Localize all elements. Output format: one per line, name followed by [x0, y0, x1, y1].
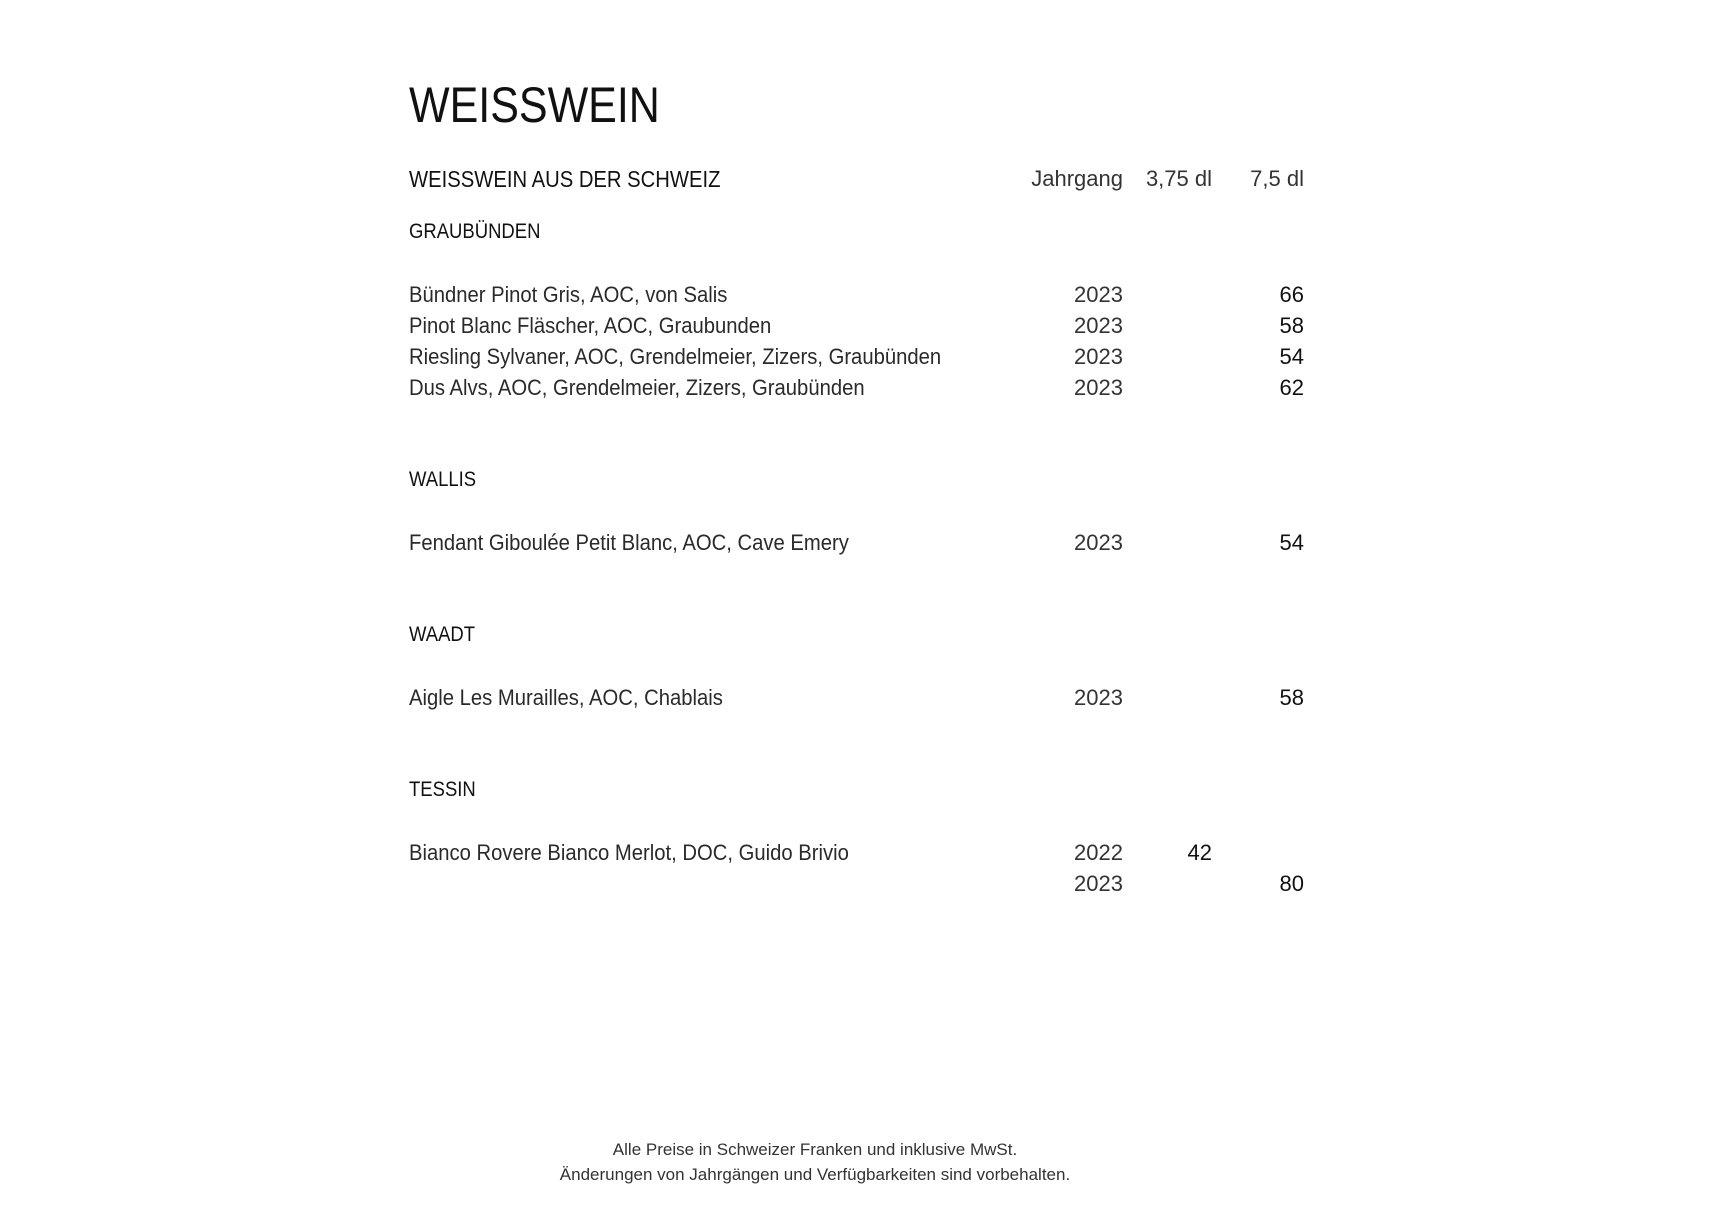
wine-vintage: 2023	[1074, 685, 1123, 710]
price-bottle: 62	[1279, 375, 1304, 400]
price-half-bottle: 42	[1187, 840, 1212, 865]
wine-vintage: 2023	[1074, 530, 1123, 555]
wine-row	[409, 685, 1304, 713]
wine-name: Riesling Sylvaner, AOC, Grendelmeier, Zizers, Graubünden	[409, 344, 942, 369]
section-title: WEISSWEIN AUS DER SCHWEIZ	[409, 166, 721, 192]
wine-row	[409, 375, 1304, 403]
column-header-bottle: 7,5 dl	[1250, 166, 1304, 191]
price-bottle: 58	[1279, 685, 1304, 710]
footer-prices-note: Alle Preise in Schweizer Franken und inklusive MwSt.	[612, 1140, 1018, 1159]
region-heading: WAADT	[409, 623, 476, 646]
wine-name: Bianco Rovere Bianco Merlot, DOC, Guido Brivio	[409, 840, 849, 865]
wine-row	[409, 282, 1304, 310]
wine-name: Bündner Pinot Gris, AOC, von Salis	[409, 282, 728, 307]
price-bottle: 58	[1279, 313, 1304, 338]
wine-vintage: 2023	[1074, 871, 1123, 896]
wine-name: Dus Alvs, AOC, Grendelmeier, Zizers, Graubünden	[409, 375, 865, 400]
wine-vintage: 2023	[1074, 282, 1123, 307]
wine-row	[409, 344, 1304, 372]
footer-availability-note: Änderungen von Jahrgängen und Verfügbarkeiten sind vorbehalten.	[559, 1165, 1071, 1184]
price-bottle: 54	[1279, 530, 1304, 555]
wine-row	[409, 530, 1304, 558]
wine-vintage: 2022	[1074, 840, 1123, 865]
wine-vintage: 2023	[1074, 344, 1123, 369]
wine-row	[409, 871, 1304, 899]
region-heading: WALLIS	[409, 468, 477, 491]
price-bottle: 80	[1279, 871, 1304, 896]
wine-name: Fendant Giboulée Petit Blanc, AOC, Cave Emery	[409, 530, 849, 555]
region-heading: GRAUBÜNDEN	[409, 220, 541, 243]
column-header-vintage: Jahrgang	[1031, 166, 1123, 191]
wine-row	[409, 840, 1304, 868]
price-bottle: 54	[1279, 344, 1304, 369]
wine-row	[409, 313, 1304, 341]
wine-vintage: 2023	[1074, 313, 1123, 338]
wine-name: Aigle Les Murailles, AOC, Chablais	[409, 685, 723, 710]
price-bottle: 66	[1279, 282, 1304, 307]
column-header-half-bottle: 3,75 dl	[1145, 166, 1212, 191]
wine-vintage: 2023	[1074, 375, 1123, 400]
section-header	[409, 166, 1304, 194]
wine-name: Pinot Blanc Fläscher, AOC, Graubunden	[409, 313, 772, 338]
page-title: WEISSWEIN	[409, 77, 660, 133]
footer-note	[0, 1137, 1630, 1187]
region-heading: TESSIN	[409, 778, 476, 801]
